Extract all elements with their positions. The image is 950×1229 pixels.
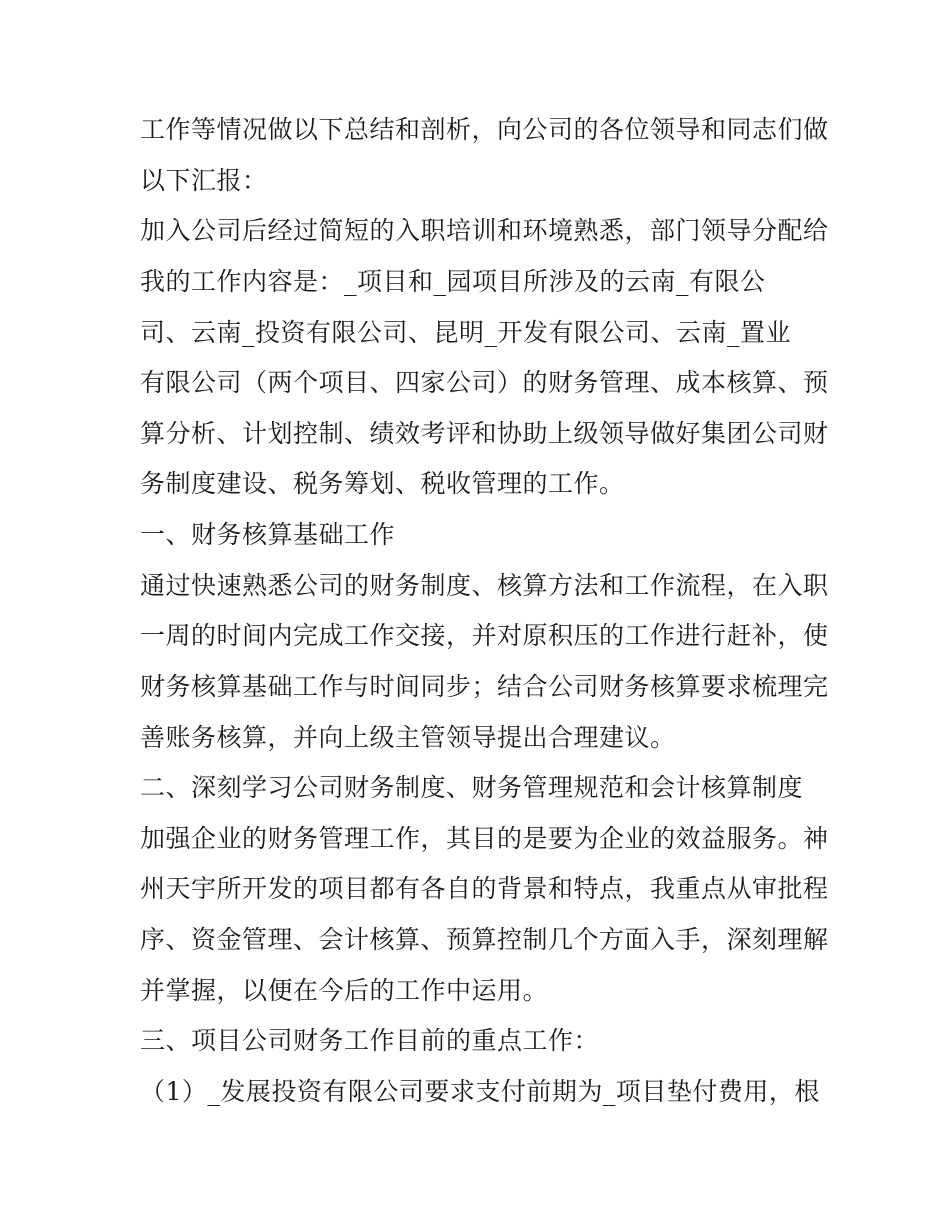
text-line: 以下汇报： <box>140 166 268 195</box>
section-heading: 二、深刻学习公司财务制度、财务管理规范和会计核算制度 <box>140 773 804 802</box>
text-line: 财务核算基础工作与时间同步；结合公司财务核算要求梳理完 <box>140 672 829 701</box>
text-line: 我的工作内容是：_项目和_园项目所涉及的云南_有限公 <box>140 267 766 296</box>
text-line: 有限公司（两个项目、四家公司）的财务管理、成本核算、预 <box>140 368 829 397</box>
section-heading: 一、财务核算基础工作 <box>140 520 396 549</box>
text-line: 司、云南_投资有限公司、昆明_开发有限公司、云南_置业 <box>140 318 792 347</box>
text-line: 并掌握，以便在今后的工作中运用。 <box>140 976 549 1005</box>
text-line: 务制度建设、税务筹划、税收管理的工作。 <box>140 469 625 498</box>
section-heading: 三、项目公司财务工作目前的重点工作： <box>140 1026 600 1055</box>
text-line: （1）_发展投资有限公司要求支付前期为_项目垫付费用，根 <box>140 1077 820 1106</box>
text-line: 加入公司后经过简短的入职培训和环境熟悉，部门领导分配给 <box>140 216 829 245</box>
text-line: 工作等情况做以下总结和剖析，向公司的各位领导和同志们做 <box>140 115 829 144</box>
text-line: 序、资金管理、会计核算、预算控制几个方面入手，深刻理解 <box>140 925 829 954</box>
text-line: 加强企业的财务管理工作，其目的是要为企业的效益服务。神 <box>140 824 829 853</box>
text-line: 一周的时间内完成工作交接，并对原积压的工作进行赶补，使 <box>140 621 829 650</box>
text-line: 州天宇所开发的项目都有各自的背景和特点，我重点从审批程 <box>140 874 829 903</box>
text-line: 算分析、计划控制、绩效考评和协助上级领导做好集团公司财 <box>140 419 829 448</box>
text-line: 通过快速熟悉公司的财务制度、核算方法和工作流程，在入职 <box>140 571 829 600</box>
text-line: 善账务核算，并向上级主管领导提出合理建议。 <box>140 723 676 752</box>
